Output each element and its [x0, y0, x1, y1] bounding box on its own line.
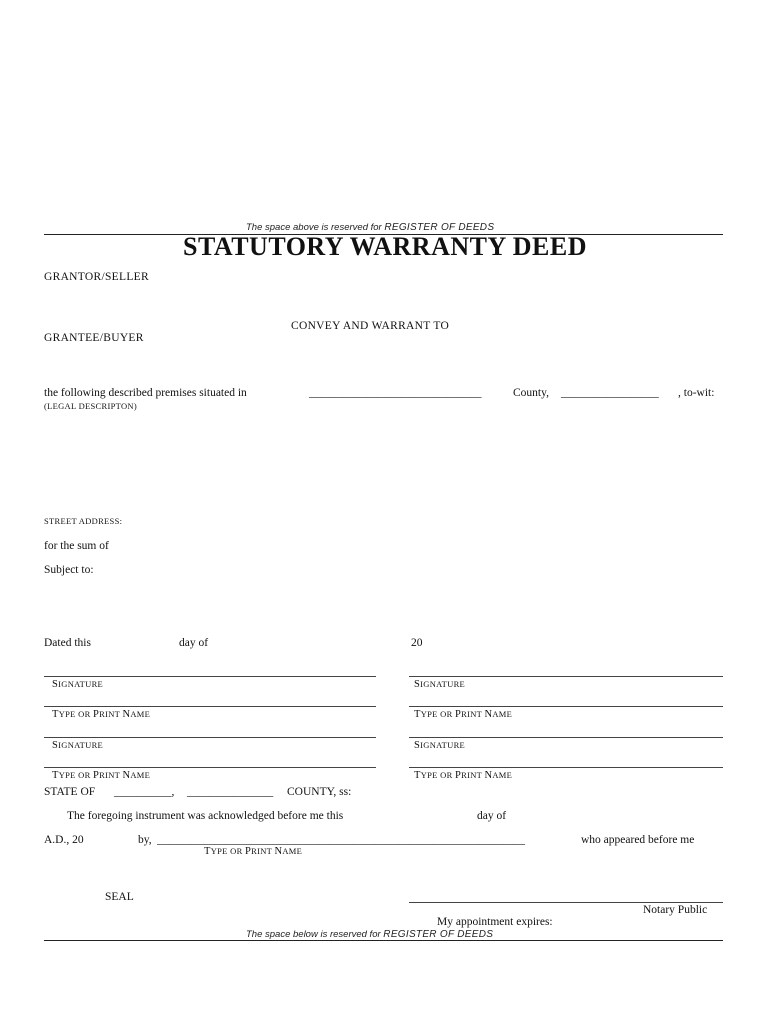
footer-note-office: REGISTER OF DEEDS [383, 929, 494, 940]
notary-seal: SEAL [105, 891, 134, 903]
notary-county-ss: COUNTY, ss: [287, 786, 352, 798]
notary-name-caption: TYPE OR PRINT NAME [204, 846, 303, 857]
sum-label: for the sum of [44, 540, 109, 552]
name-line-right-1[interactable] [409, 706, 723, 707]
notary-appointment: My appointment expires: [437, 916, 553, 928]
footer-reserved-note [246, 929, 493, 940]
name-line-left-1[interactable] [44, 706, 376, 707]
state-blank[interactable]: _________________ [561, 387, 659, 399]
signature-line-right-1[interactable] [409, 676, 723, 677]
name-line-right-2[interactable] [409, 767, 723, 768]
county-blank[interactable]: ______________________________ [309, 387, 482, 399]
towit-text: , to-wit: [678, 387, 715, 399]
notary-who-appeared: who appeared before me [581, 834, 695, 846]
signature-caption-left-2: SIGNATURE [52, 740, 104, 751]
subject-label: Subject to: [44, 564, 94, 576]
county-label: County, [513, 387, 549, 399]
notary-by-blank[interactable]: ________________________________________________________________ [157, 834, 525, 846]
name-caption-right-1: TYPE OR PRINT NAME [414, 709, 513, 720]
header-note-office: REGISTER OF DEEDS [384, 222, 495, 233]
notary-state-blank[interactable]: __________, [114, 786, 175, 798]
notary-by: by, [138, 834, 152, 846]
dated-this-label: Dated this [44, 637, 91, 649]
signature-caption-left-1: SIGNATURE [52, 679, 104, 690]
legal-description-label: (LEGAL DESCRIPTON) [44, 401, 137, 411]
footer-note-prefix: The space below is reserved for [246, 929, 381, 940]
day-of-label: day of [179, 637, 209, 649]
notary-acknowledged: The foregoing instrument was acknowledged before me this [67, 810, 344, 822]
footer-rule [44, 940, 723, 941]
signature-caption-right-1: SIGNATURE [414, 679, 466, 690]
notary-county-blank[interactable]: _______________ [187, 786, 274, 798]
grantee-label: GRANTEE/BUYER [44, 332, 144, 344]
notary-signature-line[interactable] [409, 902, 723, 903]
notary-ad: A.D., 20 [44, 834, 84, 846]
name-caption-left-2: TYPE OR PRINT NAME [52, 770, 151, 781]
name-caption-right-2: TYPE OR PRINT NAME [414, 770, 513, 781]
signature-line-right-2[interactable] [409, 737, 723, 738]
grantor-label: GRANTOR/SELLER [44, 271, 149, 283]
convey-text: CONVEY AND WARRANT TO [291, 320, 450, 332]
header-note-prefix: The space above is reserved for [246, 222, 382, 233]
name-line-left-2[interactable] [44, 767, 376, 768]
name-caption-left-1: TYPE OR PRINT NAME [52, 709, 151, 720]
street-address-label: STREET ADDRESS: [44, 516, 123, 526]
signature-line-left-1[interactable] [44, 676, 376, 677]
year-label: 20 [411, 637, 423, 649]
notary-public-label: Notary Public [643, 904, 708, 916]
signature-line-left-2[interactable] [44, 737, 376, 738]
premises-lead: the following described premises situated in [44, 387, 247, 399]
notary-day-of: day of [477, 810, 507, 822]
signature-caption-right-2: SIGNATURE [414, 740, 466, 751]
notary-state-of: STATE OF [44, 786, 96, 798]
page-title: STATUTORY WARRANTY DEED [182, 232, 588, 261]
